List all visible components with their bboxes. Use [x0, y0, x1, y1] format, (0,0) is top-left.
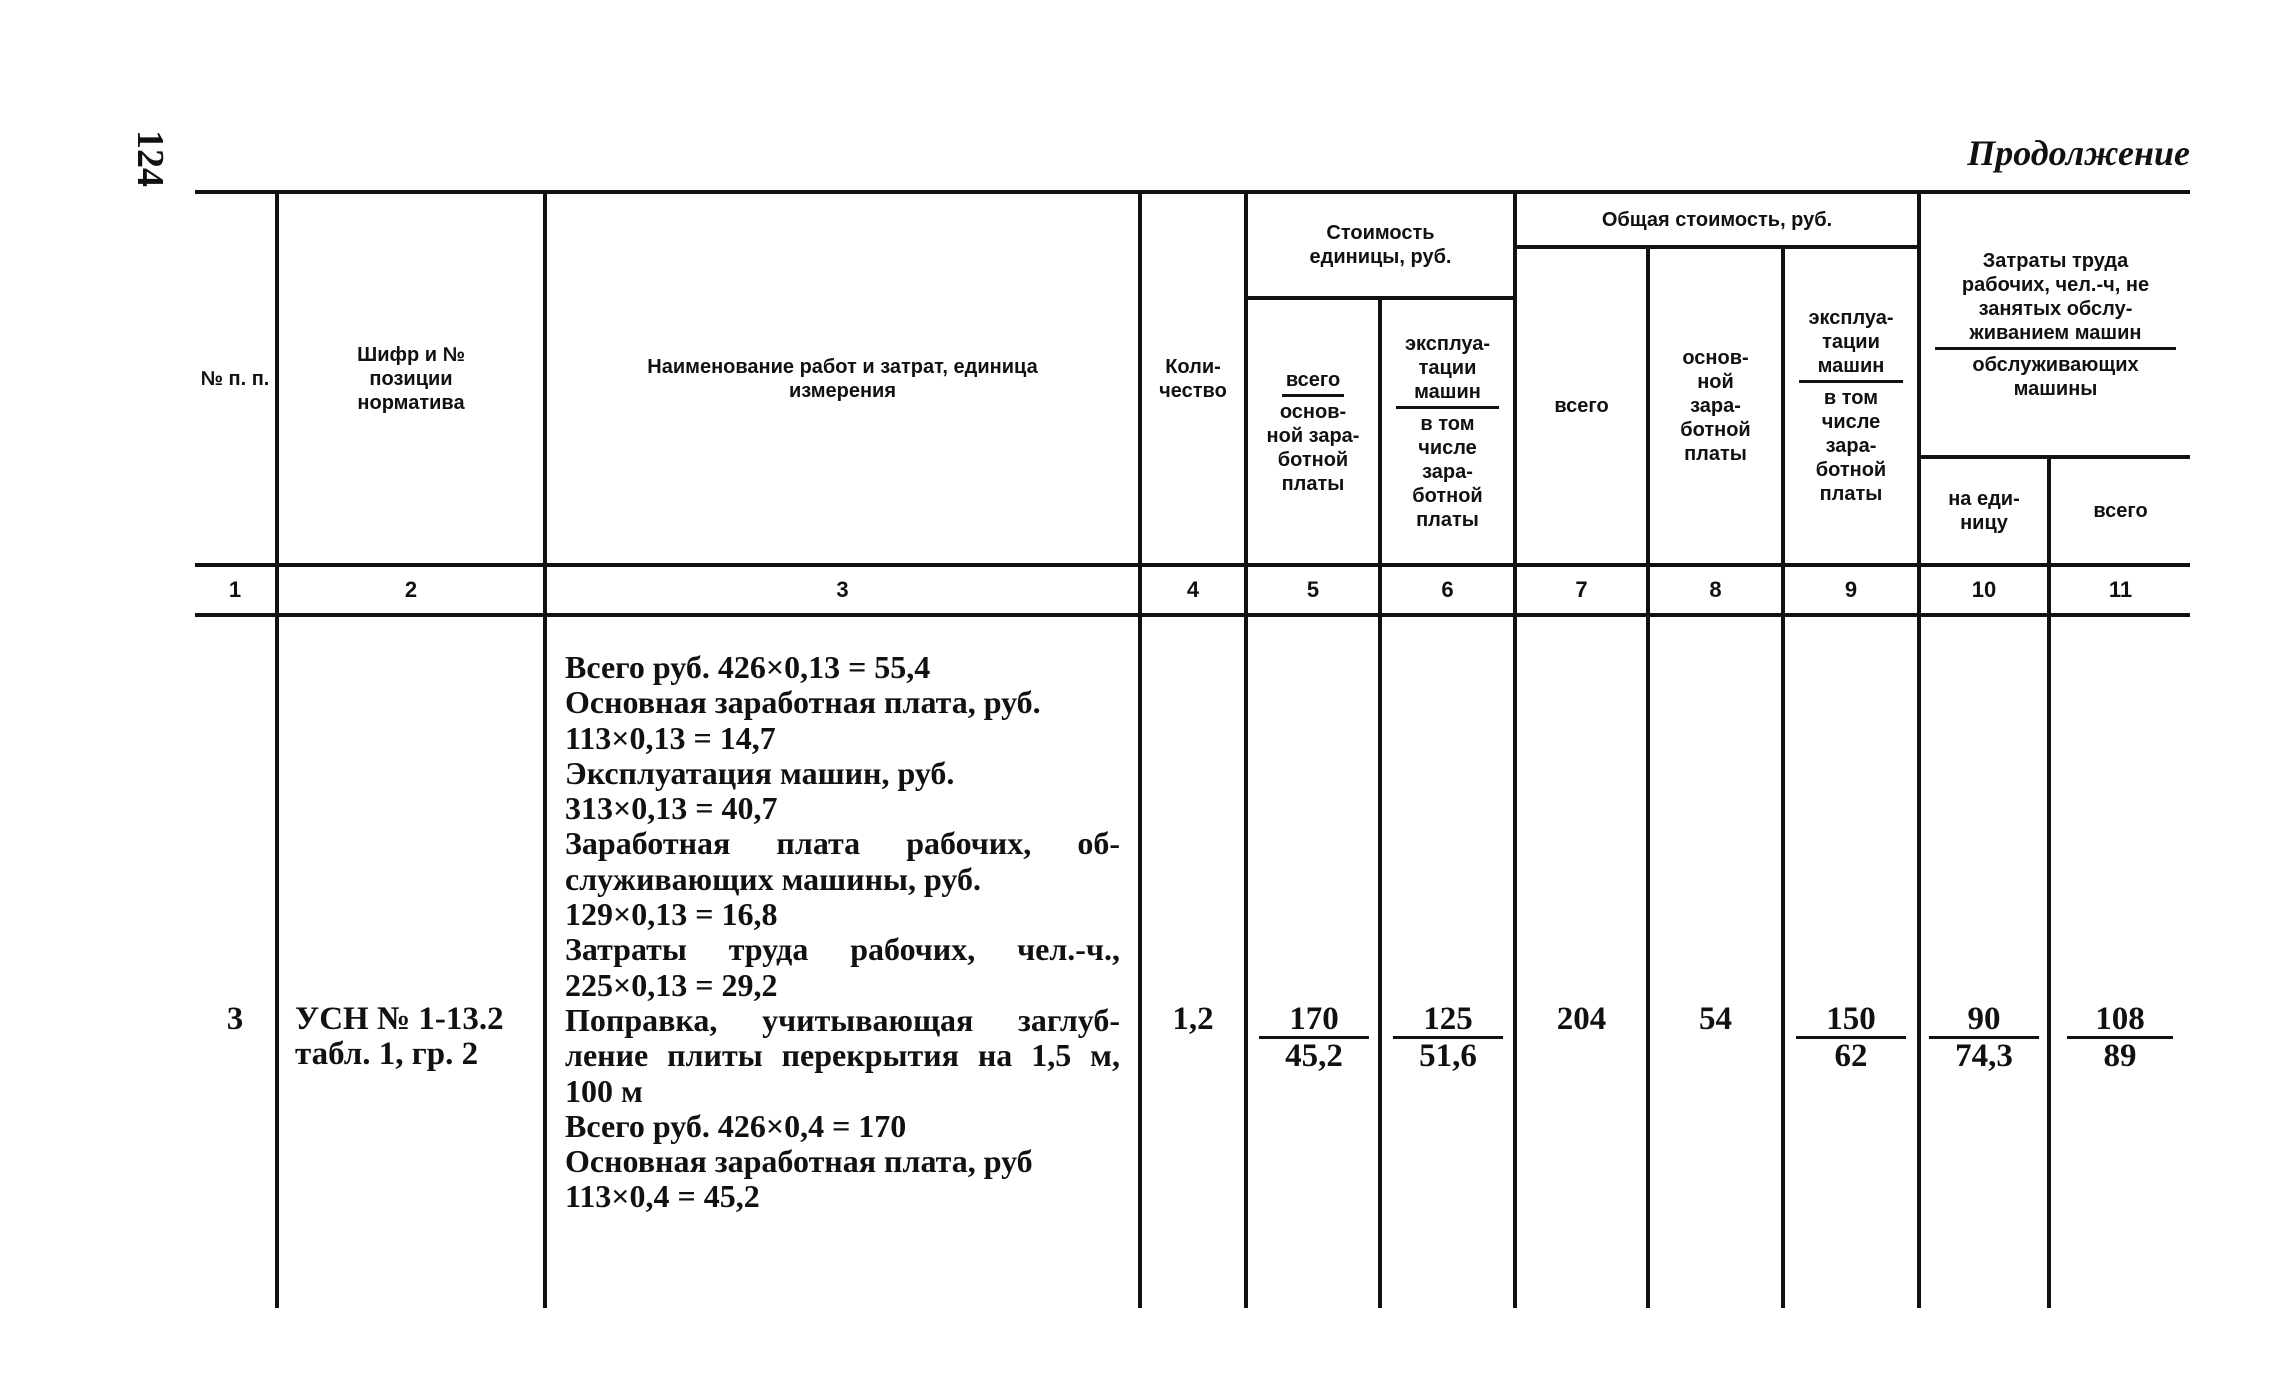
colnum-7: 7 [1575, 577, 1588, 602]
row-col8: 54 [1699, 1001, 1732, 1037]
header-unit-cost-text: Стоимость единицы, руб. [1309, 222, 1452, 268]
colnum-8: 8 [1709, 577, 1722, 602]
description-line: Всего руб. 426×0,13 = 55,4 [565, 649, 931, 685]
description-line: Поправка, учитывающая заглуб- [565, 1001, 1120, 1038]
description-line: Основная заработная плата, руб [565, 1143, 1033, 1180]
colnum-11: 11 [2108, 577, 2133, 602]
header-col9-top: эксплуа- тации машин [1799, 306, 1903, 383]
colnum-1: 1 [228, 577, 242, 602]
colnum-6: 6 [1441, 577, 1454, 602]
description-line: Затраты труда рабочих, чел.-ч., [565, 931, 1120, 968]
header-number [195, 194, 275, 563]
header-labor [1921, 194, 2190, 455]
row-col5-num: 170 [1259, 1002, 1369, 1039]
header-col6-bottom: в том числе зара- ботной платы [1412, 412, 1483, 531]
row-col6-num: 125 [1393, 1002, 1503, 1039]
description-line: 113×0,4 = 45,2 [565, 1178, 760, 1215]
row-col5 [1259, 1002, 1369, 1073]
row-number: 3 [226, 1001, 244, 1037]
header-quantity [1142, 194, 1244, 563]
header-labor-top: Затраты труда рабочих, чел.-ч, не занятых обслу- живанием машин [1935, 249, 2176, 350]
header-col6 [1382, 300, 1513, 563]
row-col9-den: 62 [1834, 1038, 1868, 1074]
description-line: Всего руб. 426×0,4 = 170 [565, 1107, 907, 1144]
colnum-9: 9 [1844, 577, 1858, 602]
header-col10-text: на еди- ницу [1948, 488, 2020, 534]
row-col5-den: 45,2 [1285, 1038, 1343, 1074]
column-number-row [0, 567, 2290, 613]
header-number-text: № п. п. [200, 367, 270, 390]
header-col5 [1248, 300, 1378, 563]
row-code-line2: табл. 1, гр. 2 [295, 1036, 479, 1072]
page-number: 124 [129, 130, 171, 187]
header-col8 [1650, 249, 1781, 563]
description-line: Эксплуатация машин, руб. [565, 754, 955, 791]
description-line: 100 м [565, 1072, 643, 1109]
colnum-10: 10 [1971, 577, 1997, 602]
colnum-bottom-rule [195, 613, 2190, 617]
header-col9 [1785, 249, 1917, 563]
row-col6 [1393, 1002, 1503, 1073]
header-labor-bottom: обслуживающих машины [1972, 353, 2139, 400]
row-quantity: 1,2 [1172, 1001, 1214, 1037]
row-code-line1: УСН № 1-13.2 [295, 1001, 504, 1037]
header-col9-bottom: в том числе зара- ботной платы [1815, 387, 1887, 505]
header-total-cost [1517, 194, 1917, 245]
row-code [295, 1002, 543, 1072]
row-col7: 204 [1556, 1001, 1607, 1037]
header-unit-cost [1248, 194, 1513, 296]
header-col11-text: всего [2093, 500, 2148, 522]
description-line: Заработная плата рабочих, об- [565, 825, 1120, 862]
description-line: Основная заработная плата, руб. [565, 684, 1041, 721]
row-col10 [1929, 1002, 2039, 1073]
colnum-3: 3 [836, 577, 849, 602]
header-col8-text: основ- ной зара- ботной платы [1680, 347, 1751, 465]
row-col10-den: 74,3 [1955, 1038, 2013, 1074]
row-col9 [1796, 1002, 1906, 1073]
description-line: служивающих машины, руб. [565, 860, 981, 897]
description-line: 113×0,13 = 14,7 [565, 719, 776, 756]
description-line: ление плиты перекрытия на 1,5 м, [565, 1037, 1120, 1074]
row-col11 [2067, 1002, 2173, 1073]
description-line: 225×0,13 = 29,2 [565, 966, 778, 1003]
header-code [279, 194, 543, 563]
colnum-2: 2 [404, 577, 418, 602]
colnum-4: 4 [1186, 577, 1200, 602]
header-total-cost-text: Общая стоимость, руб. [1601, 208, 1833, 231]
row-col6-den: 51,6 [1419, 1038, 1477, 1074]
header-quantity-text: Коли- чество [1159, 355, 1227, 402]
description-line: 129×0,13 = 16,8 [565, 896, 778, 933]
header-col7-text: всего [1554, 395, 1609, 417]
row-col10-num: 90 [1929, 1002, 2039, 1039]
header-col7 [1517, 249, 1646, 563]
header-col10 [1921, 459, 2047, 563]
row-col9-num: 150 [1796, 1002, 1906, 1039]
header-col11 [2051, 459, 2190, 563]
row-col11-den: 89 [2103, 1038, 2137, 1074]
header-description-text: Наименование работ и затрат, единица измерения [647, 355, 1038, 402]
continued-label: Продолжение [1967, 133, 2190, 173]
colnum-5: 5 [1306, 577, 1320, 602]
row-description [565, 650, 1120, 1215]
description-line: 313×0,13 = 40,7 [565, 790, 778, 827]
header-col5-bottom: основ- ной зара- ботной платы [1266, 400, 1360, 495]
header-code-text: Шифр и № позиции норматива [357, 343, 465, 414]
header-col6-top: эксплуа- тации машин [1396, 332, 1499, 409]
header-col5-top: всего [1282, 368, 1344, 397]
row-col11-num: 108 [2067, 1002, 2173, 1039]
header-description [547, 194, 1138, 563]
